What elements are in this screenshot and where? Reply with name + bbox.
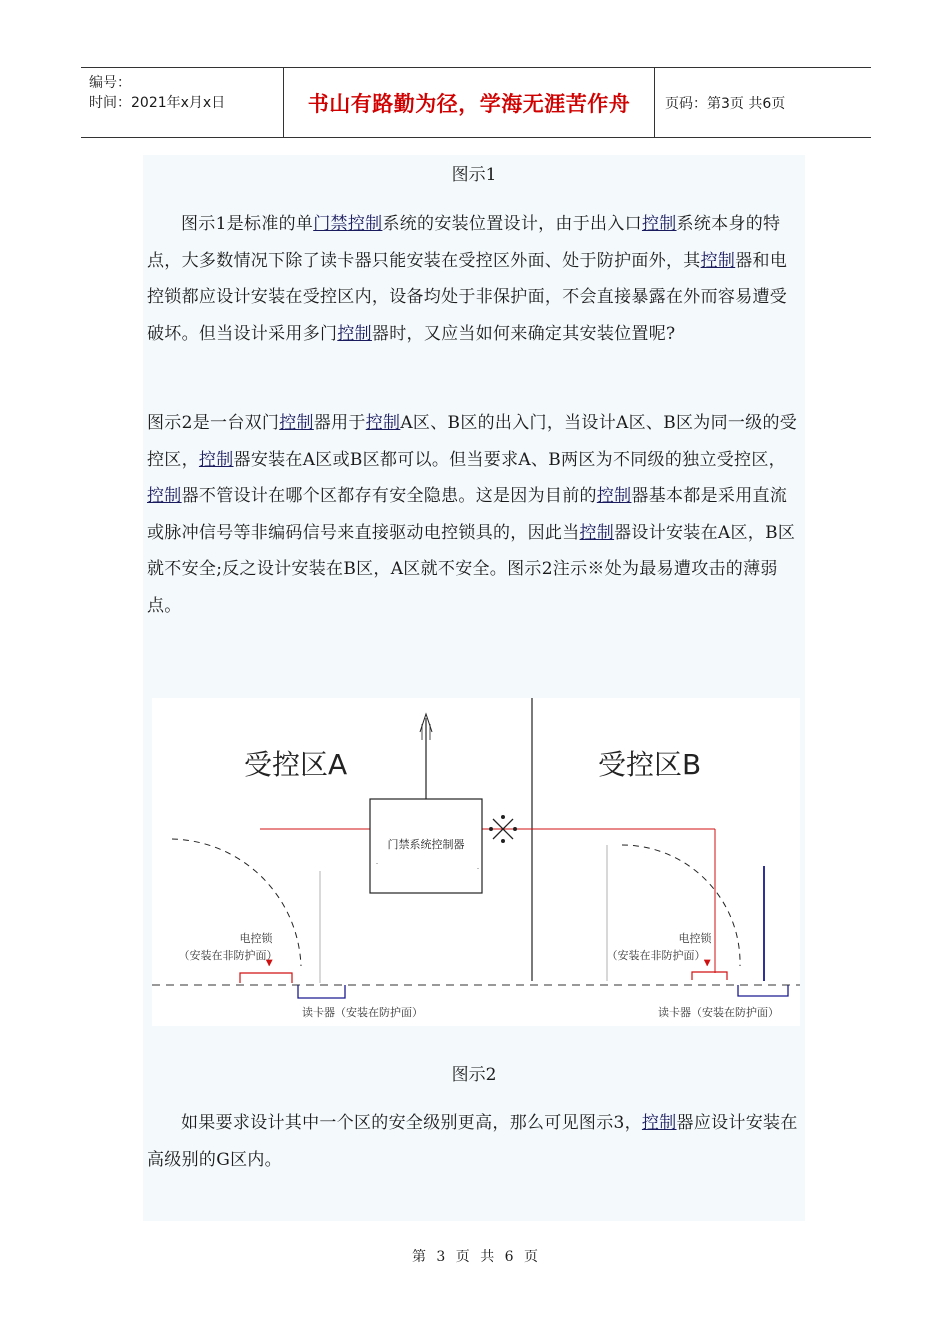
reader-b-marker <box>738 985 788 996</box>
lock-b-marker <box>692 972 727 980</box>
content-panel <box>143 155 805 1221</box>
text-run: 器基本都是采用直流或脉冲信号等非编码信号来直接驱动电控锁具的，因此当 <box>147 486 788 543</box>
terminal-mark: - <box>376 860 379 867</box>
reader-a-marker <box>298 985 345 998</box>
zone-a-title: 受控区A <box>244 748 348 781</box>
door-a-swing <box>172 839 301 966</box>
motto: 书山有路勤为径，学海无涯苦作舟 <box>307 91 631 116</box>
reader-a-label: 读卡器（安装在防护面） <box>302 1006 423 1019</box>
figure1-caption: 图示1 <box>451 165 497 185</box>
link-kongzhi[interactable]: 控制 <box>700 250 736 271</box>
door-b-swing <box>622 845 740 966</box>
link-kongzhi[interactable]: 控制 <box>198 449 234 470</box>
figure2-diagram <box>152 698 800 1026</box>
link-kongzhi[interactable]: 控制 <box>641 1113 677 1133</box>
link-kongzhi[interactable]: 控制 <box>579 522 615 543</box>
controller-label: 门禁系统控制器 <box>387 838 465 851</box>
terminal-mark: - <box>477 865 480 872</box>
figure2-caption: 图示2 <box>451 1065 497 1085</box>
reader-b-label: 读卡器（安装在防护面） <box>658 1006 779 1019</box>
header-motto-cell <box>283 68 655 137</box>
link-kongzhi[interactable]: 控制 <box>147 486 182 506</box>
paragraph-3 <box>147 1105 801 1178</box>
lock-b-sublabel: （安装在非防护面） <box>606 949 706 962</box>
text-run: 器用于 <box>313 413 366 433</box>
page-info: 页码：第3页 共6页 <box>665 95 786 112</box>
text-run: 系统本身的特点，大多数情况下除了读卡器只能安装在受控区外面、处于防护面外，其 <box>147 214 781 271</box>
time-label: 时间：2021年x月x日 <box>89 95 226 111</box>
lock-b-label: 电控锁 <box>678 932 712 945</box>
paragraph-1 <box>147 206 801 352</box>
text-run: 图示1是标准的单 <box>181 214 314 234</box>
paragraph-2 <box>147 405 801 624</box>
link-kongzhi[interactable]: 控制 <box>596 486 632 506</box>
lock-a-label: 电控锁 <box>239 932 273 945</box>
link-kongzhi[interactable]: 控制 <box>279 413 314 433</box>
header-meta <box>81 68 283 137</box>
text-run: A区、B区的出入门，当设计A区、B区为同一级的受控区， <box>147 413 798 470</box>
text-run: 图示2是一台双门 <box>147 413 280 433</box>
diagram-svg <box>152 698 800 1026</box>
text-run: 系统的安装位置设计，由于出入口 <box>382 214 642 234</box>
zone-b-title: 受控区B <box>598 748 702 781</box>
link-menjin[interactable]: 门禁 <box>313 214 348 234</box>
link-kongzhi[interactable]: 控制 <box>365 413 401 433</box>
number-label: 编号： <box>89 75 131 91</box>
page-footer: 第 3 页 共 6 页 <box>411 1249 539 1265</box>
lock-a-marker <box>240 973 292 983</box>
text-run: 器不管设计在哪个区都存有安全隐患。这是因为目前的 <box>181 486 597 506</box>
lock-a-sublabel: （安装在非防护面） <box>178 949 278 962</box>
text-run: 如果要求设计其中一个区的安全级别更高，那么可见图示3， <box>181 1113 642 1133</box>
text-run: 器安装在A区或B区都可以。但当要求A、B两区为不同级的独立受控区， <box>233 449 786 470</box>
link-kongzhi[interactable]: 控制 <box>337 323 372 344</box>
link-kongzhi[interactable]: 控制 <box>641 214 677 234</box>
text-run: 器时，又应当如何来确定其安装位置呢? <box>371 323 676 344</box>
text-run: 器和电控锁都应设计安装在受控区内，设备均处于非保护面，不会直接暴露在外而容易遭受破坏。但当设计采用多门 <box>147 250 788 344</box>
text-run: 器设计安装在A区，B区就不安全;反之设计安装在B区，A区就不安全。图示2注示※处为最易遭攻击的薄弱点。 <box>147 522 796 616</box>
page-header <box>81 67 871 138</box>
link-kongzhi[interactable]: 控制 <box>347 214 383 234</box>
text-run: 器应设计安装在高级别的G区内。 <box>147 1113 798 1170</box>
